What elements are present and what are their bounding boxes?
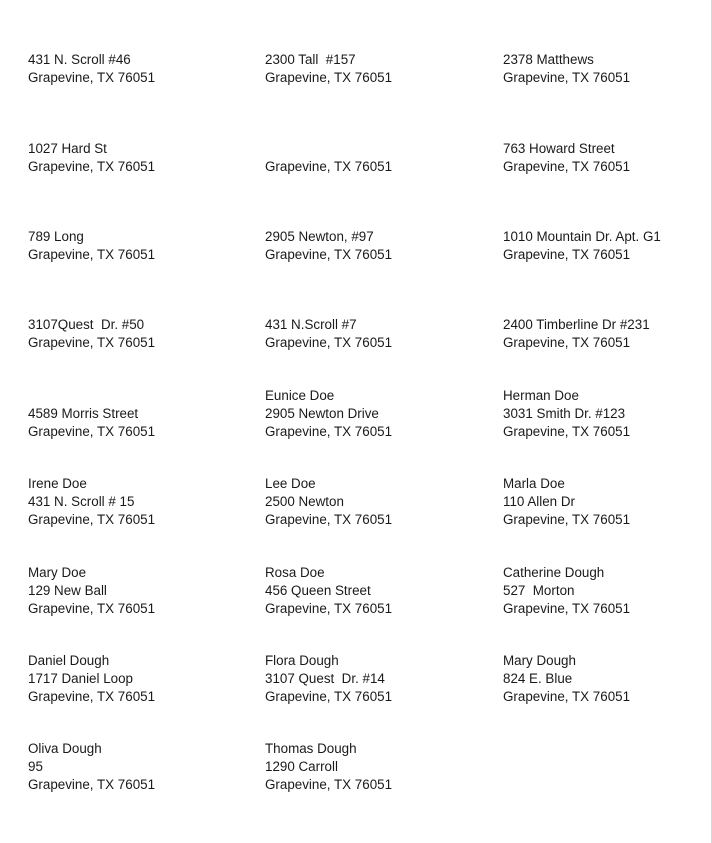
address-label [503, 104, 712, 176]
address-line: 3107Quest Dr. #50 [28, 317, 145, 332]
address-line: 129 New Ball [28, 583, 107, 598]
address-label [503, 457, 712, 529]
address-label [265, 457, 490, 529]
address-line: 2905 Newton Drive [265, 406, 379, 421]
address-line: 1027 Hard St [28, 141, 107, 156]
address-label [28, 192, 253, 264]
address-line: 789 Long [28, 229, 84, 244]
address-line: Grapevine, TX 76051 [28, 159, 156, 174]
address-label [265, 369, 490, 441]
address-line: Grapevine, TX 76051 [28, 777, 156, 792]
address-line: Grapevine, TX 76051 [503, 424, 631, 439]
address-line: Mary Dough [503, 653, 576, 668]
address-line: Grapevine, TX 76051 [28, 247, 156, 262]
address-label [28, 369, 253, 441]
address-line: Grapevine, TX 76051 [28, 689, 156, 704]
address-line: 431 N. Scroll # 15 [28, 494, 135, 509]
address-line: 3107 Quest Dr. #14 [265, 671, 385, 686]
address-line: Grapevine, TX 76051 [265, 247, 393, 262]
address-label [265, 722, 490, 794]
address-line: Grapevine, TX 76051 [265, 689, 393, 704]
address-line: Grapevine, TX 76051 [503, 689, 631, 704]
address-label [265, 634, 490, 706]
address-line: Grapevine, TX 76051 [28, 335, 156, 350]
address-line: Flora Dough [265, 653, 339, 668]
address-line: 2400 Timberline Dr #231 [503, 317, 650, 332]
address-line: 2500 Newton [265, 494, 344, 509]
address-label [28, 634, 253, 706]
address-line: 110 Allen Dr [503, 494, 575, 509]
address-line: Mary Doe [28, 565, 87, 580]
address-label [28, 722, 253, 794]
address-label [265, 280, 490, 352]
address-line: Grapevine, TX 76051 [503, 512, 631, 527]
address-line: Grapevine, TX 76051 [503, 601, 631, 616]
address-line: Marla Doe [503, 476, 565, 491]
address-label [28, 15, 253, 87]
address-line: 2300 Tall #157 [265, 52, 356, 67]
address-label [265, 15, 490, 87]
address-line: Grapevine, TX 76051 [503, 159, 631, 174]
address-line: Grapevine, TX 76051 [28, 70, 156, 85]
address-line: Catherine Dough [503, 565, 605, 580]
address-line: Grapevine, TX 76051 [265, 70, 393, 85]
address-line: Grapevine, TX 76051 [28, 512, 156, 527]
address-label [503, 634, 712, 706]
address-label [503, 192, 712, 264]
address-line: 3031 Smith Dr. #123 [503, 406, 626, 421]
address-line: Grapevine, TX 76051 [265, 601, 393, 616]
address-label [265, 104, 490, 176]
address-line: Grapevine, TX 76051 [503, 247, 631, 262]
address-line: 2378 Matthews [503, 52, 594, 67]
address-line: Rosa Doe [265, 565, 325, 580]
address-line: Grapevine, TX 76051 [265, 424, 393, 439]
address-line: 1290 Carroll [265, 759, 338, 774]
address-line: 456 Queen Street [265, 583, 371, 598]
address-line: Oliva Dough [28, 741, 102, 756]
address-label [28, 280, 253, 352]
address-line: 95 [28, 759, 43, 774]
address-label [503, 369, 712, 441]
address-label [503, 546, 712, 618]
address-line: 1010 Mountain Dr. Apt. G1 [503, 229, 661, 244]
address-line: 431 N. Scroll #46 [28, 52, 131, 67]
address-label [28, 546, 253, 618]
address-line: Herman Doe [503, 388, 579, 403]
address-line: 824 E. Blue [503, 671, 573, 686]
address-line: Grapevine, TX 76051 [28, 601, 156, 616]
address-line: Grapevine, TX 76051 [265, 159, 393, 174]
address-line: Grapevine, TX 76051 [503, 335, 631, 350]
address-line: Grapevine, TX 76051 [265, 512, 393, 527]
address-label [503, 280, 712, 352]
address-line: Irene Doe [28, 476, 87, 491]
address-line: 4589 Morris Street [28, 406, 139, 421]
address-line: Grapevine, TX 76051 [503, 70, 631, 85]
address-line: Grapevine, TX 76051 [28, 424, 156, 439]
address-line: Thomas Dough [265, 741, 357, 756]
address-line: Grapevine, TX 76051 [265, 777, 393, 792]
address-line: 1717 Daniel Loop [28, 671, 133, 686]
address-label [265, 192, 490, 264]
address-label [28, 104, 253, 176]
address-label [265, 546, 490, 618]
address-label [503, 15, 712, 87]
address-line: Grapevine, TX 76051 [265, 335, 393, 350]
address-line: 431 N.Scroll #7 [265, 317, 357, 332]
address-line: 527 Morton [503, 583, 575, 598]
address-label [28, 457, 253, 529]
address-line: Eunice Doe [265, 388, 335, 403]
address-line: 763 Howard Street [503, 141, 615, 156]
address-line: Daniel Dough [28, 653, 110, 668]
address-line: 2905 Newton, #97 [265, 229, 374, 244]
address-line: Lee Doe [265, 476, 316, 491]
